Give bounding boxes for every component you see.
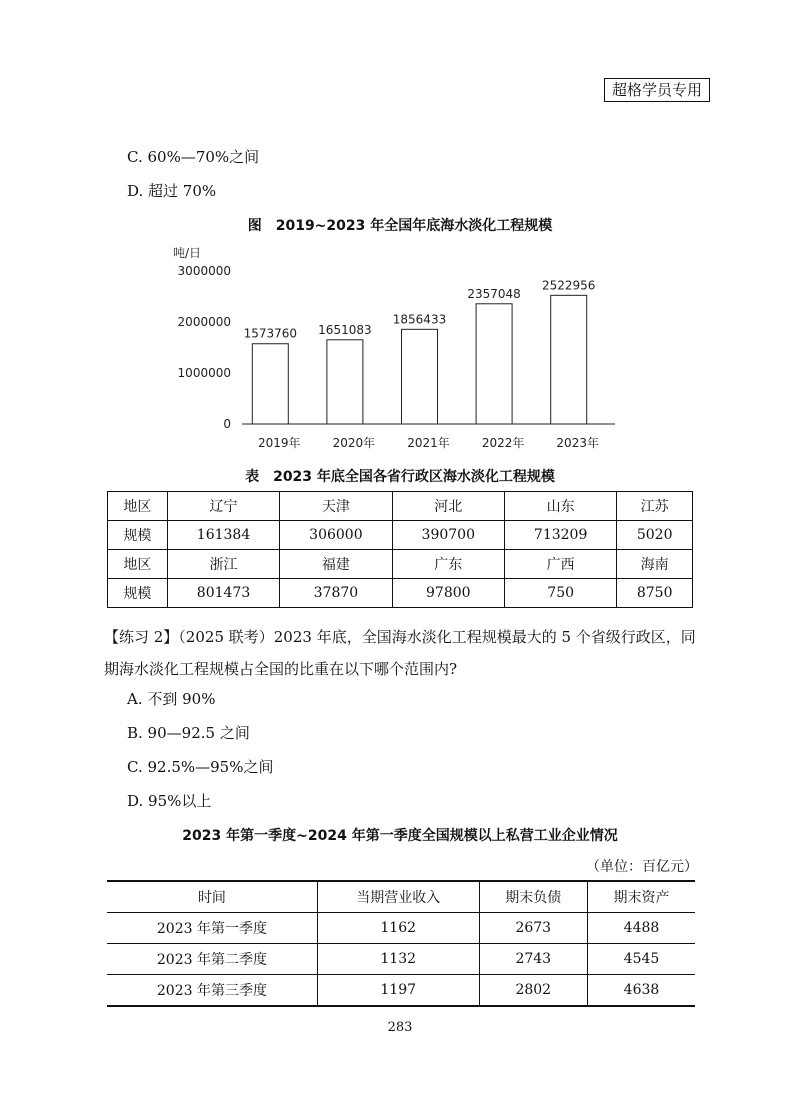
table-cell: 辽宁 xyxy=(167,492,279,521)
y-tick-label: 2000000 xyxy=(177,315,231,329)
x-tick-label: 2020年 xyxy=(332,436,376,450)
x-tick-label: 2023年 xyxy=(556,436,599,450)
table-cell: 福建 xyxy=(280,550,392,579)
table-cell: 2673 xyxy=(479,913,587,944)
page-number: 283 xyxy=(387,1020,413,1035)
column-header: 当期营业收入 xyxy=(317,881,479,913)
option-a: A. 不到 90% xyxy=(127,690,216,708)
table-cell: 1132 xyxy=(317,944,479,975)
table-cell: 规模 xyxy=(108,579,168,608)
table-cell: 37870 xyxy=(280,579,392,608)
table-cell: 浙江 xyxy=(167,550,279,579)
table-cell: 广东 xyxy=(392,550,504,579)
column-header: 期末负债 xyxy=(479,881,587,913)
bar-2020年 xyxy=(327,340,363,424)
table-row xyxy=(108,579,693,608)
option-d-prev: D. 超过 70% xyxy=(127,182,217,200)
enterprise-table xyxy=(107,880,695,1007)
option-d: D. 95%以上 xyxy=(127,792,212,810)
table-cell: 97800 xyxy=(392,579,504,608)
bar-2023年 xyxy=(551,295,587,424)
bar-value-label: 1651083 xyxy=(318,322,372,337)
table-cell: 地区 xyxy=(108,550,168,579)
y-tick-label: 3000000 xyxy=(177,264,231,278)
table-cell: 4638 xyxy=(587,975,695,1007)
table-cell: 2023 年第一季度 xyxy=(107,913,317,944)
bar-2021年 xyxy=(402,329,438,424)
table-cell: 801473 xyxy=(167,579,279,608)
table-cell: 390700 xyxy=(392,521,504,550)
option-c: C. 92.5%—95%之间 xyxy=(127,758,274,776)
table-cell: 161384 xyxy=(167,521,279,550)
table-cell: 2743 xyxy=(479,944,587,975)
table-cell: 713209 xyxy=(504,521,616,550)
table-row xyxy=(108,550,693,579)
table-row xyxy=(107,944,695,975)
table-cell: 5020 xyxy=(617,521,693,550)
table-cell: 2023 年第二季度 xyxy=(107,944,317,975)
student-only-tag: 超格学员专用 xyxy=(604,78,710,102)
bar-chart xyxy=(165,240,635,455)
y-tick-label: 1000000 xyxy=(177,366,231,380)
column-header: 期末资产 xyxy=(587,881,695,913)
x-tick-label: 2019年 xyxy=(258,436,301,450)
table-cell: 规模 xyxy=(108,521,168,550)
table-cell: 河北 xyxy=(392,492,504,521)
table-header-row xyxy=(107,881,695,913)
table-row xyxy=(107,975,695,1007)
table-row xyxy=(108,492,693,521)
table-cell: 8750 xyxy=(617,579,693,608)
table-cell: 海南 xyxy=(617,550,693,579)
column-header: 时间 xyxy=(107,881,317,913)
table-cell: 广西 xyxy=(504,550,616,579)
table1-caption: 表 2023 年底全国各省行政区海水淡化工程规模 xyxy=(245,469,555,485)
province-table xyxy=(107,491,693,608)
table2-unit: （单位：百亿元） xyxy=(586,859,698,875)
option-c-prev: C. 60%—70%之间 xyxy=(127,148,260,166)
x-tick-label: 2022年 xyxy=(481,436,525,450)
table2-caption: 2023 年第一季度~2024 年第一季度全国规模以上私营工业企业情况 xyxy=(182,828,618,844)
table-cell: 750 xyxy=(504,579,616,608)
table-cell: 1197 xyxy=(317,975,479,1007)
table-row xyxy=(108,521,693,550)
table-cell: 1162 xyxy=(317,913,479,944)
table-cell: 2023 年第三季度 xyxy=(107,975,317,1007)
y-axis-label: 吨/日 xyxy=(173,246,202,260)
bar-value-label: 2357048 xyxy=(467,286,521,301)
bar-value-label: 1856433 xyxy=(392,312,447,327)
table-cell: 山东 xyxy=(504,492,616,521)
question-text: 【练习 2】（2025 联考）2023 年底，全国海水淡化工程规模最大的 5 个省级行政区，同期海水淡化工程规模占全国的比重在以下哪个范围内? xyxy=(104,628,696,678)
figure-caption: 图 2019~2023 年全国年底海水淡化工程规模 xyxy=(247,218,553,234)
table-cell: 4488 xyxy=(587,913,695,944)
x-tick-label: 2021年 xyxy=(407,436,450,450)
bar-value-label: 2522956 xyxy=(541,278,596,293)
y-tick-label: 0 xyxy=(223,417,231,431)
option-b: B. 90—92.5 之间 xyxy=(127,724,250,742)
table-cell: 地区 xyxy=(108,492,168,521)
table-row xyxy=(107,913,695,944)
table-cell: 2802 xyxy=(479,975,587,1007)
bar-2022年 xyxy=(476,304,512,424)
table-cell: 江苏 xyxy=(617,492,693,521)
table-cell: 4545 xyxy=(587,944,695,975)
table-cell: 天津 xyxy=(280,492,392,521)
bar-value-label: 1573760 xyxy=(243,326,298,341)
table-cell: 306000 xyxy=(280,521,392,550)
bar-2019年 xyxy=(252,344,288,424)
